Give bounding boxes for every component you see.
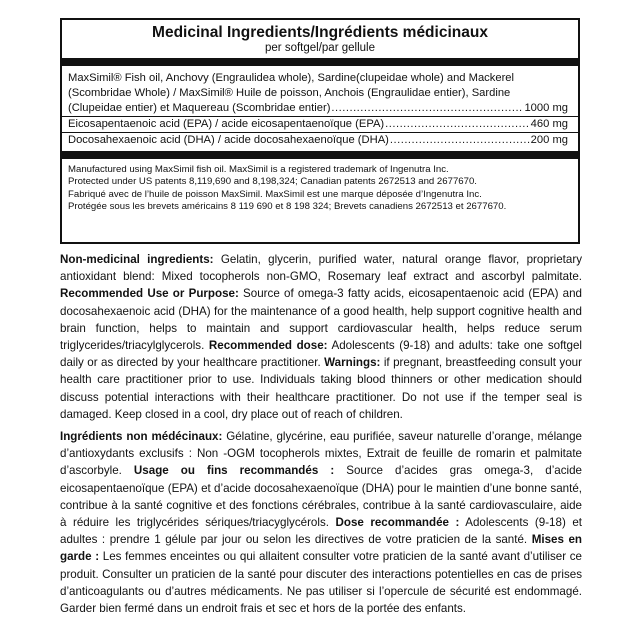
main-ingredient-line-1: MaxSimil® Fish oil, Anchovy (Engraulidea whole), Sardine(clupeidae whole) and Mackerel: [68, 72, 515, 84]
nonmed-label: Non-medicinal ingredients:: [60, 253, 214, 266]
main-ingredient-line-2: (Scombridae Whole) / MaxSimil® Huile de poisson, Anchois (Engraulidae entier), Sardine: [68, 87, 511, 99]
use-text: Source d’acides gras omega-3, d’acide eicosapentaenoïque (EPA) et d’acide docosahexaenoïque (DHA) pour le maintien d’une bonne santé, contribue à la santé cognitive et des fonctions cérébrales, contribue à la santé cardiovasculaire, aide à réduire les triglycérides sériques/triacyglycérols.: [60, 464, 582, 530]
ingredient-list: [62, 66, 578, 148]
nonmed-text: Gélatine, glycérine, eau purifiée, saveur naturelle d’orange, mélange d’antioxydants exclusifs : Non -OGM tocopherols mixtes, Extrait de feuille de romarin et palmitate d’ascorbyle.: [60, 430, 582, 478]
footnote-line: Protégée sous les brevets américains 8 119 690 et 8 198 324; Brevets canadiens 2672513 et 2677670.: [68, 200, 507, 212]
panel-top-bar: [62, 58, 578, 66]
dose-label: Dose recommandée :: [335, 516, 460, 530]
dha-name: Docosahexaenoic acid (DHA) / acide docosahexaenoïque (DHA): [68, 134, 389, 146]
use-label: Usage ou fins recommandés :: [133, 464, 335, 478]
medicinal-ingredients-panel: [60, 18, 580, 244]
leader-dots: [331, 101, 523, 116]
dose-text: Adolescents (9-18) et adultes : prendre 1 gélule par jour ou selon les directives de votre praticien de la santé.: [60, 516, 582, 547]
warnings-label: Mises en garde :: [60, 533, 582, 564]
dose-label: Recommended dose:: [208, 339, 328, 353]
footnote-line: Fabriqué avec de l’huile de poisson MaxSimil. MaxSimil est une marque déposée d’Ingenutra Inc.: [68, 188, 482, 200]
panel-bottom-bar: [62, 151, 578, 159]
main-ingredient-line-3: (Clupeidae entier) et Maquereau (Scombridae entier): [68, 102, 331, 114]
nonmed-text: Gelatin, glycerin, purified water, natural orange flavor, proprietary antioxidant blend: Mixed tocopherols non-GMO, Rosemary leaf extract and ascorbyl palmitate.: [60, 253, 583, 284]
dose-text: Adolescents (9-18) and adults: take one softgel daily or as directed by your healthcare practitioner.: [60, 339, 582, 370]
main-ingredient-amount: 1000 mg: [524, 102, 568, 114]
footnote-line: Protected under US patents 8,119,690 and 8,198,324; Canadian patents 2672513 and 2677670.: [68, 176, 477, 188]
french-label-text: [60, 428, 582, 617]
panel-subtitle: per softgel/par gellule: [265, 42, 375, 54]
warnings-text: Les femmes enceintes ou qui allaitent consulter votre praticien de la santé avant d’utiliser ce produit. Consulter un praticien de la santé pour discuter des interactions potentielles en cas de prises d’anticoagulants ou d’autres médicaments. Ne pas utiliser si l’opercule de sécurité est endommagé. Garder bien fermé dans un endroit frais et sec et hors de la portée des enfants.: [60, 550, 583, 616]
epa-name: Eicosapentaenoic acid (EPA) / acide eicosapentaenoïque (EPA): [68, 118, 385, 130]
dha-row: [68, 133, 568, 148]
epa-row: [68, 117, 568, 132]
leader-dots: [390, 133, 530, 148]
nonmed-label: Ingrédients non médécinaux:: [60, 430, 223, 443]
warnings-text: if pregnant, breastfeeding consult your health care practitioner prior to use. Individuals taking blood thinners or other medication should discuss potential interactions with their healthcare practitioner. Do not use if the temper seal is damaged. Keep closed in a cool, dry place out of reach of children.: [60, 356, 582, 421]
use-label: Recommended Use or Purpose:: [60, 287, 239, 301]
dha-amount: 200 mg: [530, 134, 568, 146]
warnings-label: Warnings:: [324, 356, 381, 370]
leader-dots: [385, 117, 530, 132]
panel-title: Medicinal Ingredients/Ingrédients médicinaux: [152, 24, 488, 41]
main-ingredient-row: [68, 101, 568, 116]
epa-amount: 460 mg: [530, 118, 568, 130]
use-text: Source of omega-3 fatty acids, eicosapentaenoic acid (EPA) and docosahexaenoic acid (DHA) for the maintenance of a good health, help support cognitive health and brain function, helps to maintain and support cardiovascular health, helps reduce serum triglycerides/triacylglycerols.: [60, 287, 582, 353]
footnote-line: Manufactured using MaxSimil fish oil. MaxSimil is a registered trademark of Ingenutra Inc.: [68, 164, 449, 175]
trademark-footnote: [62, 159, 578, 213]
english-label-text: [60, 251, 582, 423]
